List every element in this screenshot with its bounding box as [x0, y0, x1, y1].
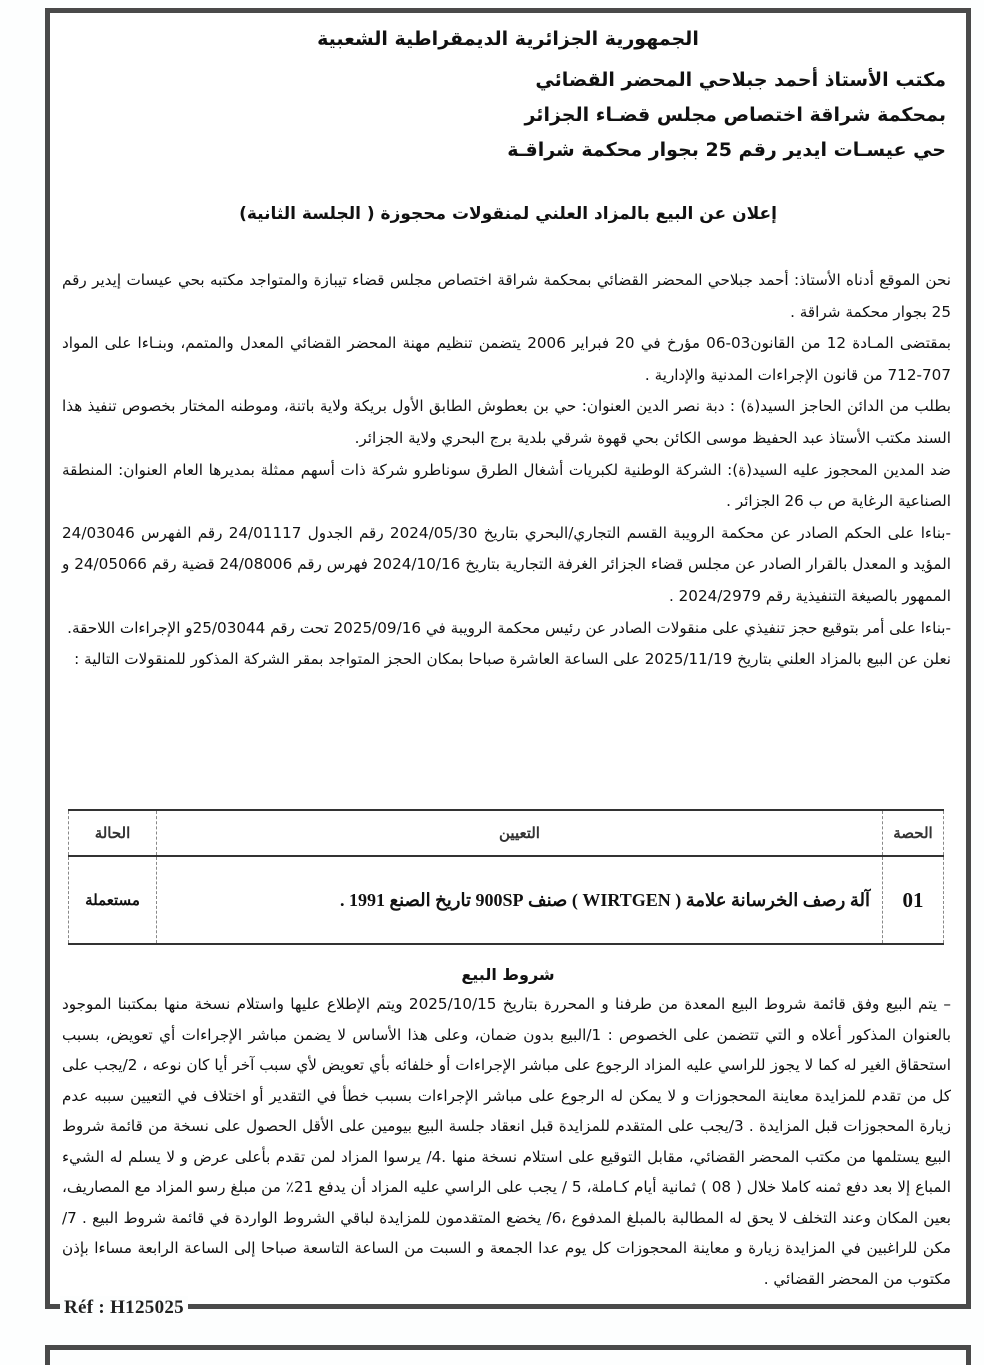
conditions-title: شروط البيع: [461, 965, 555, 984]
next-notice-frame-edge: [45, 1345, 971, 1365]
cell-state: مستعملة: [69, 856, 157, 944]
cell-description: آلة رصف الخرسانة علامة ( WIRTGEN ) صنف 900SP تاريخ الصنع 1991 .: [157, 856, 883, 944]
conditions-paragraph: – يتم البيع وفق قائمة شروط البيع المعدة من طرفنا و المحررة بتاريخ 2025/10/15 ويتم الإطلاع عليها واستلام نسخة منها بمكتبنا الموجود بالعنوان المذكور أعلاه و التي تتضمن على الخصوص : 1/البيع بدون ضمان، وعلى هذا الأساس لا يضمن مباشر الإجراءات أي تعويض، بسبب استحقاق الغير له كما لا يجوز للراسي عليه المزاد الرجوع على مباشر الإجراءات أو خلفائه بأي تعويض لأي سبب آخر أيا كان نوعه ، 2/يجب على كل من تقدم للمزايدة معاينة المحجوزات و لا يمكن له الرجوع على مباشر الإجراءات بسبب خطأ في التقدير أو اختلاف في التعيين سببه عدم زيارة المحجوزات قبل المزايدة . 3/يجب على المتقدم للمزايدة قبل انعقاد جلسة البيع بيومين على الأقل الحصول على نسخة من قائمة شروط البيع يستلمها من مكتب المحضر القضائي، مقابل التوقيع على استلام نسخة منها .4/ يرسوا المزاد لمن تقدم بأعلى عرض و لا يسلم له الشيء المباع إلا بعد دفع ثمنه كاملا خلال ( 08 ) ثمانية أيام كـاملة، 5 / يجب على الراسي عليه المزاد أن يدفع 21٪ من مبلغ رسو المزاد مع المصاريف، بعين المكان وعند التخلف لا يحق له المطالبة بالمبلغ المدفوع ،6/ يخضع المتقدمون للمزايدة لباقي الشروط الواردة في قائمة شروط البيع . 7/مكن للراغبين في المزايدة زيارة و معاينة المحجوزات كل يوم عدا الجمعة و السبت من الساعة التاسعة صباحا إلى الساعة الرابعة مساءا بإذن مكتوب من المحضر القضائي .: [62, 995, 952, 1288]
paragraph-seizure-order: -بناءا على أمر بتوقيع حجز تنفيذي على منقولات الصادر عن رئيس محكمة الرويبة في 2025/09/16 تحت رقم 25/03044و الإجراءات اللاحقة.: [67, 618, 951, 637]
header-state: الحالة: [69, 810, 157, 856]
reference-number: Réf : H125025: [60, 1296, 188, 1320]
paragraph-judgment: -بناءا على الحكم الصادر عن محكمة الرويبة القسم التجاري/البحري بتاريخ 2024/05/30 رقم الجدول 24/01117 رقم الفهرس 24/03046 المؤيد و المعدل بالقرار الصادر عن مجلس قضاء الجزائر الغرفة التجارية بتاريخ 2024/10/16 فهرس رقم 24/08006 قضية رقم 24/05066 و الممهور بالصيغة التنفيذية رقم 2024/2979 .: [62, 523, 951, 605]
announcement-body: [62, 265, 951, 676]
announcement-title: إعلان عن البيع بالمزاد العلني لمنقولات محجوزة ( الجلسة الثانية): [239, 204, 777, 224]
office-line-name: مكتب الأستاذ أحمد جبلاحي المحضر القضائي: [535, 69, 946, 91]
paragraph-sale-date: نعلن عن البيع بالمزاد العلني بتاريخ 2025/11/19 على الساعة العاشرة صباحا بمكان الحجز المتواجد بمقر الشركة المذكور للمنقولات التالية :: [74, 650, 951, 669]
republic-heading: الجمهورية الجزائرية الديمقراطية الشعبية: [317, 28, 699, 50]
paragraph-debtor: ضد المدين المحجوز عليه السيد(ة): الشركة الوطنية لكبريات أشغال الطرق سوناطرو شركة ذات أسهم ممثلة بمديرها العام العنوان: المنطقة الصناعية الرغاية ص ب 26 الجزائر .: [62, 460, 951, 511]
table-row: [69, 856, 944, 944]
paragraph-bailiff: نحن الموقع أدناه الأستاذ: أحمد جبلاحي المحضر القضائي بمحكمة شراقة اختصاص مجلس قضاء تيبازة والمتواجد مكتبه بحي عيسات إيدير رقم 25 بجوار محكمة شراقة .: [62, 271, 951, 321]
notice-frame: [45, 8, 971, 1309]
office-address-block: [507, 63, 946, 168]
office-line-court: بمحكمة شراقة اختصاص مجلس قضـاء الجزائر: [524, 104, 946, 126]
cell-lot: 01: [883, 856, 944, 944]
office-line-address: حي عيسـات ايدير رقم 25 بجوار محكمة شراقـة: [507, 139, 946, 161]
paragraph-creditor: بطلب من الدائن الحاجز السيد(ة) : دبة نصر الدين العنوان: حي بن بعطوش الطابق الأول بريكة ولاية باتنة، وموطنه المختار بخصوص تنفيذ هذا السند مكتب الأستاذ عبد الحفيظ موسى الكائن بحي قهوة شرقي بلدية برج البحري ولاية الجزائر.: [62, 397, 951, 447]
goods-table: [68, 809, 944, 945]
header-description: التعيين: [157, 810, 883, 856]
goods-table-header: [69, 810, 944, 856]
conditions-body: [62, 989, 951, 1294]
header-lot: الحصة: [883, 810, 944, 856]
paragraph-legal-basis: بمقتضى المـادة 12 من القانون03-06 مؤرخ في 20 فبراير 2006 يتضمن تنظيم مهنة المحضر القضائي المعدل والمتمم، وبنـاءا على المواد 707-712 من قانون الإجراءات المدنية والإدارية .: [62, 334, 951, 384]
